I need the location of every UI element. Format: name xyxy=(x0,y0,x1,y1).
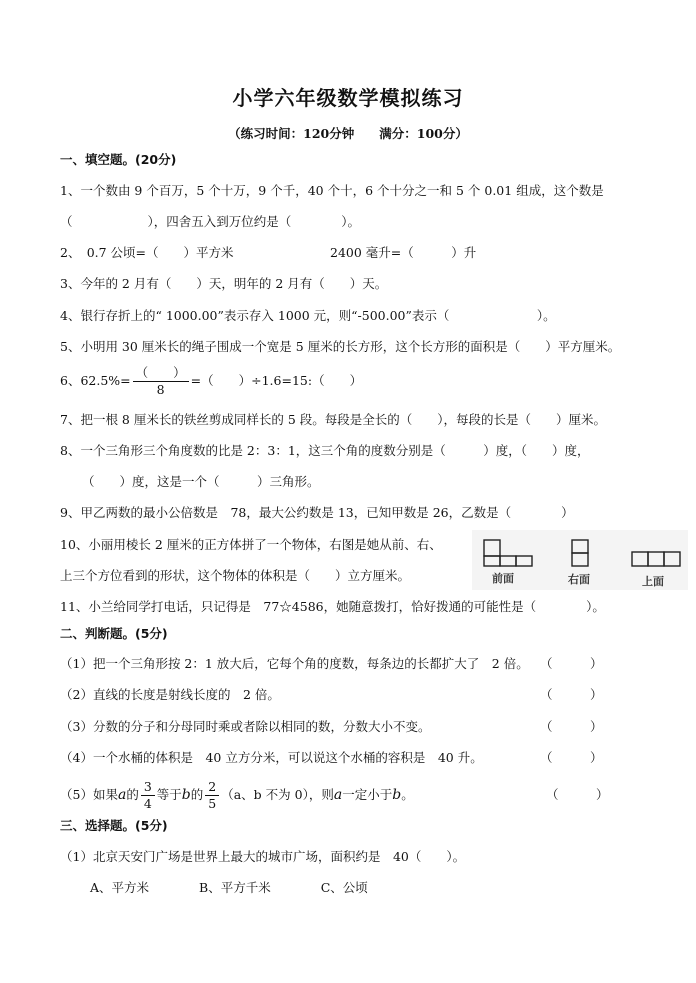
judge-1-paren: （ ） xyxy=(540,656,603,671)
j5-fraction-1 xyxy=(141,779,155,812)
right-bottom-square xyxy=(572,553,588,566)
question-3: 3、今年的 2 月有（ ）天，明年的 2 月有（ ）天。 xyxy=(60,276,388,291)
q6-suffix: =（ ）÷1.6=15:（ ） xyxy=(190,373,363,388)
judge-1: （1）把一个三角形按 2：1 放大后，它每个角的度数，每条边的长都扩大了 2 倍。 xyxy=(60,656,529,671)
j5-text-3: 等于 xyxy=(156,787,182,802)
j5-fraction-1-num: 3 xyxy=(141,779,155,796)
question-11: 11、小兰给同学打电话，只记得是 77☆4586，她随意拨打，恰好拨通的可能性是（ ）。 xyxy=(60,599,605,614)
front-top-square xyxy=(484,540,500,556)
j5-text-2: 的 xyxy=(126,787,139,802)
front-bottom-1 xyxy=(484,556,500,566)
q6-fraction xyxy=(133,365,189,398)
question-8-line-2: （ ）度，这是一个（ ）三角形。 xyxy=(82,474,320,489)
top-view-label: 上面 xyxy=(642,575,664,588)
j5-var-a: a xyxy=(117,787,127,803)
j5-fraction-2 xyxy=(205,779,219,812)
front-bottom-2 xyxy=(500,556,516,566)
judge-2-paren: （ ） xyxy=(540,687,603,702)
judge-4: （4）一个水桶的体积是 40 立方分米，可以说这个水桶的容积是 40 升。 xyxy=(60,750,483,765)
question-9: 9、甲乙两数的最小公倍数是 78，最大公约数是 13，已知甲数是 26，乙数是（ ） xyxy=(60,505,574,520)
j5-var-b: b xyxy=(181,787,191,803)
j5-fraction-2-num: 2 xyxy=(205,779,219,796)
j5-text-7: 。 xyxy=(401,787,414,802)
question-2a: 2、 0.7 公顷=（ ）平方米 xyxy=(60,245,234,260)
question-2b: 2400 毫升=（ ）升 xyxy=(330,245,477,260)
j5-text-5: （a、b 不为 0），则 xyxy=(221,787,334,802)
question-5: 5、小明用 30 厘米长的绳子围成一个宽是 5 厘米的长方形，这个长方形的面积是（ ）平方厘米。 xyxy=(60,339,621,354)
judge-2: （2）直线的长度是射线长度的 2 倍。 xyxy=(60,687,280,702)
judge-3: （3）分数的分子和分母同时乘或者除以相同的数，分数大小不变。 xyxy=(60,719,431,734)
choice-1: （1）北京天安门广场是世界上最大的城市广场，面积约是 40（ ）。 xyxy=(60,849,466,864)
judge-5 xyxy=(60,778,414,812)
question-1-line-1: 1、一个数由 9 个百万，5 个十万，9 个千，40 个十，6 个十分之一和 5 个 0.01 组成，这个数是 xyxy=(60,183,604,198)
j5-var-b-2: b xyxy=(392,787,402,803)
three-view-figure xyxy=(472,530,688,590)
q6-denominator: 8 xyxy=(156,382,165,397)
right-view-label: 右面 xyxy=(568,573,590,586)
j5-text-1: （5）如果 xyxy=(60,787,118,802)
choice-1-options: A、平方米 B、平方千米 C、公顷 xyxy=(90,880,368,895)
exam-info: （练习时间：120分钟 满分：100分） xyxy=(228,126,468,141)
section-choice-heading: 三、选择题。(5分) xyxy=(60,818,168,833)
top-square-3 xyxy=(664,552,680,566)
top-square-1 xyxy=(632,552,648,566)
question-6 xyxy=(60,365,362,398)
question-10-line-1: 10、小丽用棱长 2 厘米的正方体拼了一个物体，右图是她从前、右、 xyxy=(60,537,442,552)
question-10-line-2: 上三个方位看到的形状，这个物体的体积是（ ）立方厘米。 xyxy=(60,568,411,583)
q6-numerator: （ ） xyxy=(133,365,189,382)
j5-var-a-2: a xyxy=(333,787,343,803)
judge-5-paren: （ ） xyxy=(546,787,609,802)
j5-text-4: 的 xyxy=(190,787,204,802)
page-title: 小学六年级数学模拟练习 xyxy=(232,86,464,110)
question-1-line-2: （ ），四舍五入到万位约是（ ）。 xyxy=(60,214,361,229)
question-7: 7、把一根 8 厘米长的铁丝剪成同样长的 5 段。每段是全长的（ ），每段的长是（ ）厘米。 xyxy=(60,412,607,427)
judge-3-paren: （ ） xyxy=(540,719,603,734)
top-square-2 xyxy=(648,552,664,566)
j5-text-6: 一定小于 xyxy=(342,787,393,802)
question-4: 4、银行存折上的“ 1000.00”表示存入 1000 元，则“-500.00”表示（ ）。 xyxy=(60,308,556,323)
judge-4-paren: （ ） xyxy=(540,750,603,765)
section-fill-heading: 一、填空题。(20分) xyxy=(60,152,177,167)
q6-prefix: 6、62.5%= xyxy=(60,373,131,388)
front-view-label: 前面 xyxy=(492,572,514,585)
question-8-line-1: 8、一个三角形三个角度数的比是 2：3：1，这三个角的度数分别是（ ）度，（ ）度， xyxy=(60,443,590,458)
section-judge-heading: 二、判断题。(5分) xyxy=(60,626,168,641)
j5-fraction-2-den: 5 xyxy=(208,796,217,811)
right-top-square xyxy=(572,540,588,553)
j5-fraction-1-den: 4 xyxy=(143,796,152,811)
front-bottom-3 xyxy=(516,556,532,566)
